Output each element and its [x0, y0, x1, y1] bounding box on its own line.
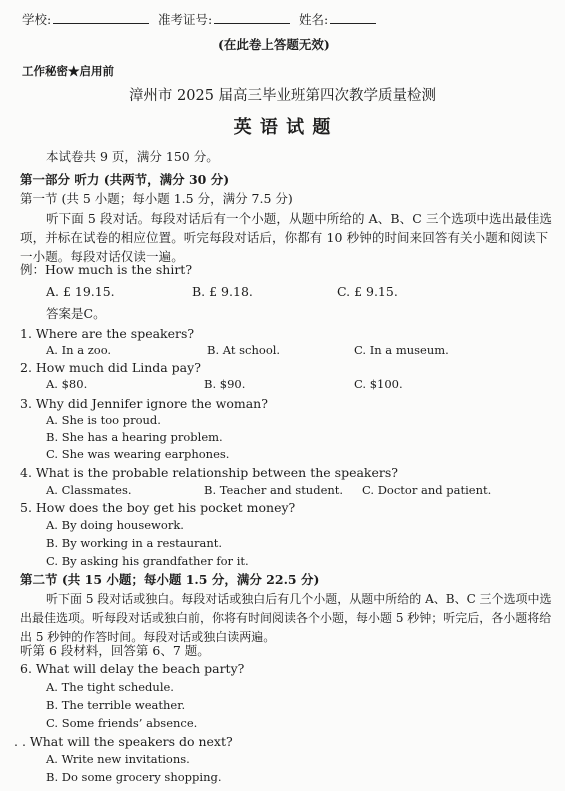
question-4: 4. What is the probable relationship between the speakers?: [20, 465, 398, 480]
question-7: . . What will the speakers do next?: [14, 734, 233, 749]
section2-heading-text: 第二节 (共 15 小题；每小题 1.5 分，满分 22.5 分): [20, 572, 320, 587]
school-label: 学校:: [22, 12, 52, 27]
question-2: 2. How much did Linda pay?: [20, 360, 201, 375]
q5-option-a: A. By doing housework.: [46, 518, 184, 532]
exam-number-label: 准考证号:: [158, 12, 213, 27]
part1-heading: 第一部分 听力 (共两节，满分 30 分): [20, 172, 230, 187]
q1-option-a: A. In a zoo.: [46, 343, 112, 357]
example-option-a: A. £ 19.15.: [46, 284, 115, 299]
q2-option-b: B. $90.: [204, 377, 246, 391]
q3-option-c: C. She was wearing earphones.: [46, 447, 230, 461]
q6-option-c: C. Some friends’ absence.: [46, 716, 198, 730]
section2-instructions: 听下面 5 段对话或独白。每段对话或独白后有几个小题，从题中所给的 A、B、C 三个选项中选出最佳选项。听每段对话或独白前，你将有时间阅读各个小题，每小题 5 秒钟；听完后，各小题将给出 5 秒钟的作答时间。每段对话或独白读两遍。: [20, 592, 552, 644]
example-option-b: B. £ 9.18.: [192, 284, 253, 299]
name-blank: [330, 12, 376, 24]
example-question: 例：How much is the shirt?: [20, 262, 193, 277]
q2-option-a: A. $80.: [46, 377, 88, 391]
name-label: 姓名:: [299, 12, 329, 27]
q3-option-b: B. She has a hearing problem.: [46, 430, 223, 444]
q4-option-a: A. Classmates.: [46, 483, 132, 497]
name-field: [299, 12, 376, 28]
q5-option-c: C. By asking his grandfather for it.: [46, 554, 249, 568]
subject-title: 英 语 试 题: [233, 117, 332, 138]
q7-option-a: A. Write new invitations.: [46, 752, 190, 766]
q5-option-b: B. By working in a restaurant.: [46, 536, 223, 550]
exam-number-field: [158, 12, 290, 28]
section2-heading: [20, 572, 319, 588]
section1-heading: 第一节 (共 5 小题；每小题 1.5 分，满分 7.5 分): [20, 191, 293, 206]
intro-text: 本试卷共 9 页，满分 150 分。: [46, 149, 219, 164]
question-3: 3. Why did Jennifer ignore the woman?: [20, 396, 268, 411]
q6-option-a: A. The tight schedule.: [46, 680, 174, 694]
confidential-mark: 工作秘密★启用前: [22, 64, 114, 78]
section1-instructions: 听下面 5 段对话。每段对话后有一个小题，从题中所给的 A、B、C 三个选项中选出最佳选项，并标在试卷的相应位置。听完每段对话后，你都有 10 秒钟的时间来回答有关小题和阅读下一小题。每段对话仅读一遍。: [20, 211, 553, 264]
q6-option-b: B. The terrible weather.: [46, 698, 186, 712]
answer-notice: (在此卷上答题无效): [218, 37, 330, 52]
example-answer: 答案是C。: [46, 306, 106, 321]
exam-number-blank: [214, 12, 290, 24]
q7-option-b: B. Do some grocery shopping.: [46, 770, 222, 784]
school-blank: [53, 12, 149, 24]
exam-title: 漳州市 2025 届高三毕业班第四次教学质量检测: [128, 88, 437, 104]
material-6-instruction: 听第 6 段材料，回答第 6、7 题。: [20, 643, 210, 658]
example-option-c: C. £ 9.15.: [337, 284, 398, 299]
q4-option-b: B. Teacher and student.: [204, 483, 344, 497]
q3-option-a: A. She is too proud.: [46, 413, 161, 427]
question-5: 5. How does the boy get his pocket money?: [20, 500, 296, 515]
question-6: 6. What will delay the beach party?: [20, 661, 245, 676]
q1-option-b: B. At school.: [207, 343, 281, 357]
school-field: [22, 12, 149, 28]
q1-option-c: C. In a museum.: [354, 343, 449, 357]
q2-option-c: C. $100.: [354, 377, 403, 391]
question-1: 1. Where are the speakers?: [20, 326, 195, 341]
q4-option-c: C. Doctor and patient.: [362, 483, 492, 497]
